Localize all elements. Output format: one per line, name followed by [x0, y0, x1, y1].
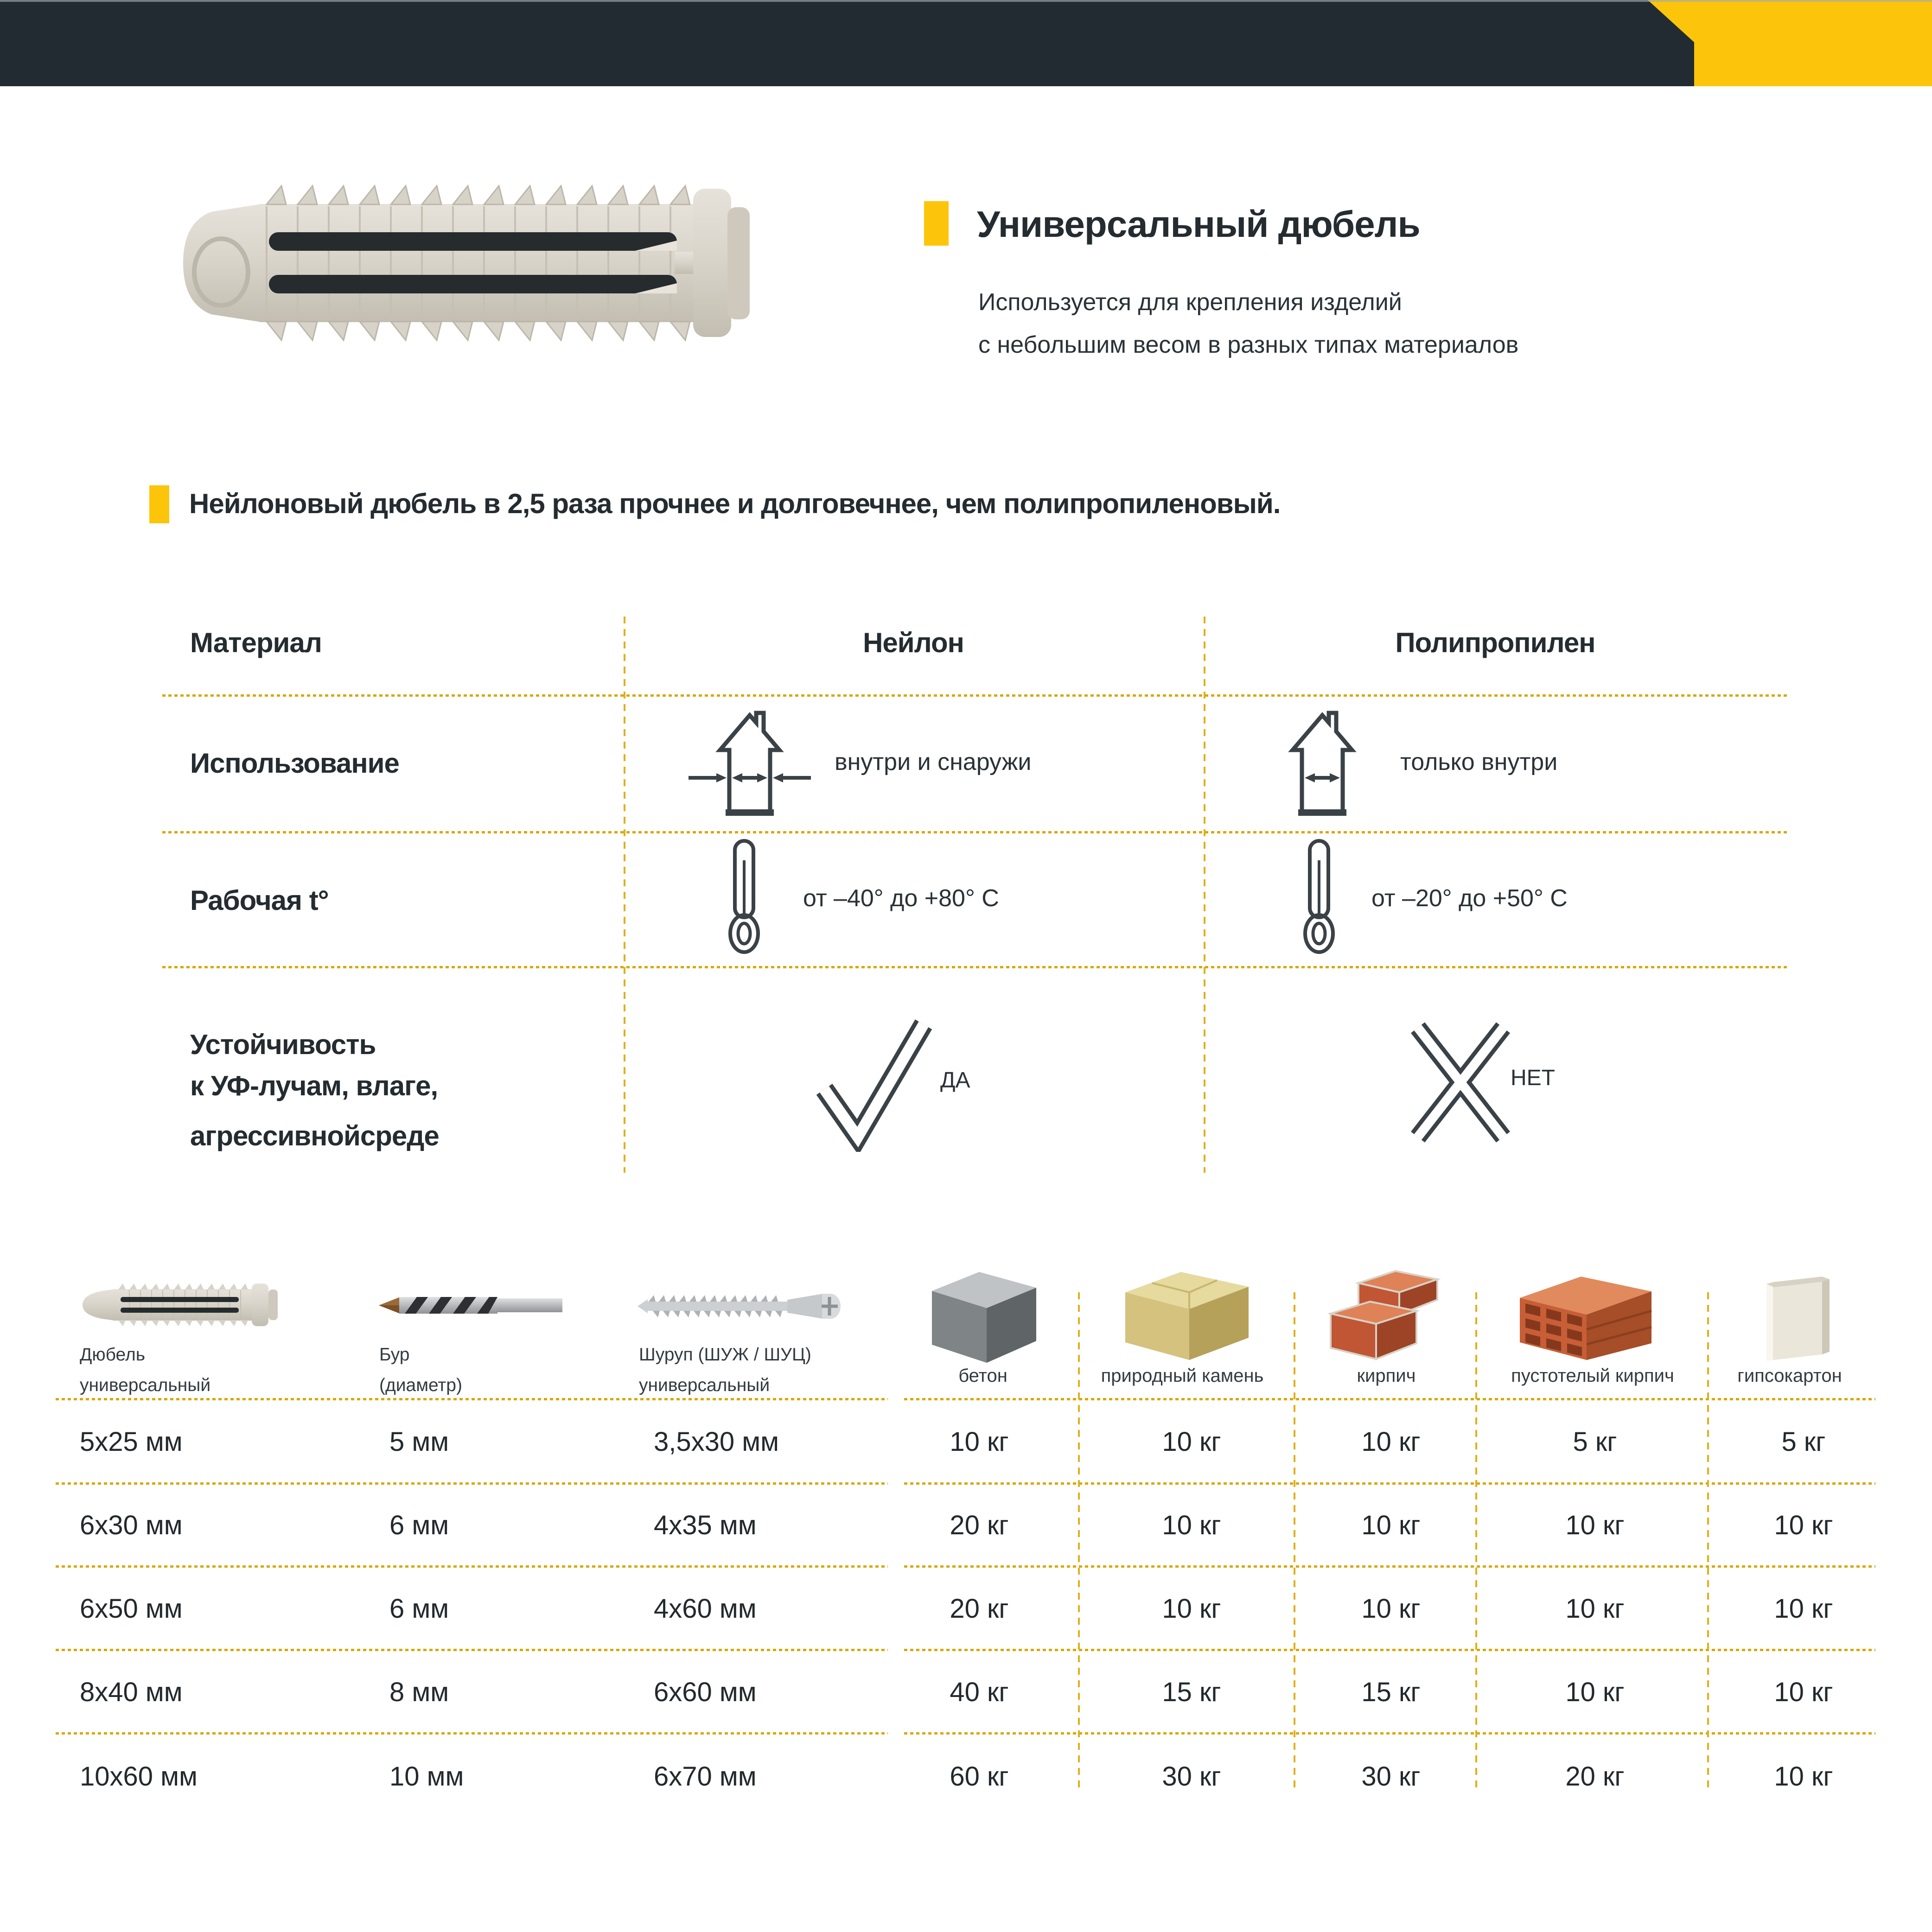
dowel-photo	[165, 183, 791, 343]
table-cell: 8 мм	[389, 1677, 449, 1707]
row-label-resistance-line2: к УФ-лучам, влаге,	[190, 1070, 438, 1101]
comparison-header-material: Материал	[190, 627, 322, 658]
comparison-col-divider	[1204, 616, 1205, 1173]
row-label-usage: Использование	[190, 748, 399, 779]
drywall-icon	[1753, 1274, 1845, 1362]
resistance-poly-value: НЕТ	[1511, 1066, 1555, 1090]
spec-col-divider	[1078, 1292, 1080, 1790]
spec-row-divider	[56, 1398, 888, 1400]
table-cell: 10 кг	[1774, 1761, 1833, 1792]
table-cell: 5 мм	[389, 1427, 449, 1457]
table-cell: 6х30 мм	[80, 1510, 183, 1540]
thermometer-icon	[721, 838, 769, 955]
header-band	[0, 0, 1932, 86]
table-cell: 10 кг	[1774, 1510, 1833, 1540]
table-cell: 20 кг	[950, 1594, 1009, 1624]
spec-row-divider	[56, 1565, 888, 1568]
table-cell: 10х60 мм	[80, 1761, 198, 1792]
page-title: Универсальный дюбель	[977, 203, 1420, 245]
comparison-row-divider	[162, 966, 1787, 968]
table-cell: 10 кг	[950, 1427, 1009, 1457]
table-cell: 20 кг	[1565, 1761, 1625, 1792]
spec-row-divider	[904, 1732, 1875, 1735]
cross-icon	[1405, 1017, 1516, 1147]
table-cell: 15 кг	[1162, 1677, 1221, 1707]
spec-header-drill-line2: (диаметр)	[379, 1375, 462, 1395]
comparison-header-polypropylene: Полипропилен	[1395, 627, 1595, 658]
table-cell: 5х25 мм	[80, 1427, 183, 1457]
table-cell: 6 мм	[389, 1594, 449, 1624]
spec-header-screw-line1: Шуруп (ШУЖ / ШУЦ)	[639, 1345, 811, 1365]
table-cell: 6 мм	[389, 1510, 449, 1540]
spec-header-screw-line2: универсальный	[639, 1375, 770, 1395]
comparison-header-nylon: Нейлон	[863, 627, 964, 658]
comparison-col-divider	[624, 616, 625, 1173]
drill-bit-icon	[378, 1293, 563, 1317]
product-description-line1: Используется для крепления изделий	[978, 289, 1402, 316]
table-cell: 40 кг	[950, 1677, 1009, 1707]
spec-header-dowel-line2: универсальный	[80, 1375, 211, 1395]
spec-row-divider	[904, 1565, 1875, 1568]
concrete-block-icon	[927, 1269, 1041, 1364]
comparison-row-divider	[162, 831, 1787, 833]
usage-nylon-value: внутри и снаружи	[835, 749, 1032, 775]
table-cell: 10 кг	[1361, 1594, 1421, 1624]
thermometer-icon	[1296, 838, 1344, 955]
table-cell: 5 кг	[1781, 1427, 1826, 1457]
table-cell: 10 кг	[1565, 1677, 1625, 1707]
temperature-poly-value: от –20° до +50° С	[1371, 885, 1568, 912]
row-label-resistance-line3: агрессивнойсреде	[190, 1120, 439, 1151]
product-description-line2: с небольшим весом в разных типах материалов	[978, 331, 1519, 358]
spec-row-divider	[904, 1649, 1875, 1651]
spec-row-divider	[56, 1649, 888, 1651]
resistance-nylon-value: ДА	[940, 1068, 970, 1093]
spec-header-brick: кирпич	[1357, 1366, 1416, 1386]
spec-header-drill-line1: Бур	[379, 1345, 410, 1365]
table-cell: 60 кг	[950, 1761, 1009, 1792]
table-cell: 6х50 мм	[80, 1594, 183, 1624]
table-cell: 15 кг	[1361, 1677, 1421, 1707]
table-cell: 3,5х30 мм	[654, 1427, 779, 1457]
spec-header-screw	[639, 1340, 811, 1401]
top-hairline	[0, 0, 1932, 2]
spec-col-divider	[1294, 1292, 1295, 1790]
table-cell: 5 кг	[1573, 1427, 1617, 1457]
row-label-resistance-line1: Устойчивость	[190, 1029, 376, 1060]
spec-header-drywall: гипсокартон	[1737, 1366, 1842, 1386]
statement-accent-bar	[149, 485, 169, 523]
spec-header-dowel-line1: Дюбель	[80, 1345, 146, 1365]
table-cell: 20 кг	[950, 1510, 1009, 1540]
spec-col-divider	[1475, 1292, 1477, 1790]
spec-row-divider	[904, 1398, 1875, 1400]
spec-header-natural-stone: природный камень	[1101, 1366, 1264, 1386]
hollow-brick-icon	[1516, 1274, 1655, 1362]
spec-header-dowel	[80, 1340, 210, 1401]
table-cell: 10 кг	[1774, 1677, 1833, 1707]
table-cell: 10 мм	[389, 1761, 464, 1792]
row-label-temperature: Рабочая t°	[190, 885, 329, 916]
spec-header-concrete: бетон	[958, 1366, 1007, 1386]
comparison-row-divider	[162, 694, 1787, 697]
table-cell: 30 кг	[1162, 1761, 1221, 1792]
spec-header-drill	[379, 1340, 462, 1401]
table-cell: 6х60 мм	[654, 1677, 757, 1707]
title-accent-bar	[924, 201, 949, 246]
table-cell: 4х60 мм	[654, 1594, 757, 1624]
natural-stone-icon	[1120, 1269, 1254, 1362]
table-cell: 10 кг	[1361, 1427, 1421, 1457]
brick-icon	[1326, 1269, 1444, 1362]
table-cell: 10 кг	[1565, 1510, 1625, 1540]
statement-text: Нейлоновый дюбель в 2,5 раза прочнее и долговечнее, чем полипропиленовый.	[189, 488, 1281, 519]
spec-header-hollow-brick: пустотелый кирпич	[1511, 1366, 1674, 1386]
table-cell: 10 кг	[1361, 1510, 1421, 1540]
dowel-icon	[74, 1282, 292, 1328]
table-cell: 8х40 мм	[80, 1677, 183, 1707]
spec-row-divider	[904, 1482, 1875, 1485]
temperature-nylon-value: от –40° до +80° С	[803, 885, 999, 912]
spec-row-divider	[56, 1732, 888, 1735]
spec-row-divider	[56, 1482, 888, 1485]
screw-icon	[638, 1293, 855, 1319]
house-arrows-in-out-icon	[675, 704, 825, 817]
table-cell: 10 кг	[1565, 1594, 1625, 1624]
house-arrows-inside-icon	[1247, 704, 1397, 817]
table-cell: 6х70 мм	[654, 1761, 757, 1792]
table-cell: 10 кг	[1774, 1594, 1833, 1624]
table-cell: 10 кг	[1162, 1510, 1221, 1540]
table-cell: 10 кг	[1162, 1594, 1221, 1624]
table-cell: 30 кг	[1361, 1761, 1421, 1792]
check-icon	[811, 1008, 937, 1152]
usage-poly-value: только внутри	[1400, 749, 1558, 775]
table-cell: 4х35 мм	[654, 1510, 757, 1540]
table-cell: 10 кг	[1162, 1427, 1221, 1457]
spec-col-divider	[1707, 1292, 1709, 1790]
